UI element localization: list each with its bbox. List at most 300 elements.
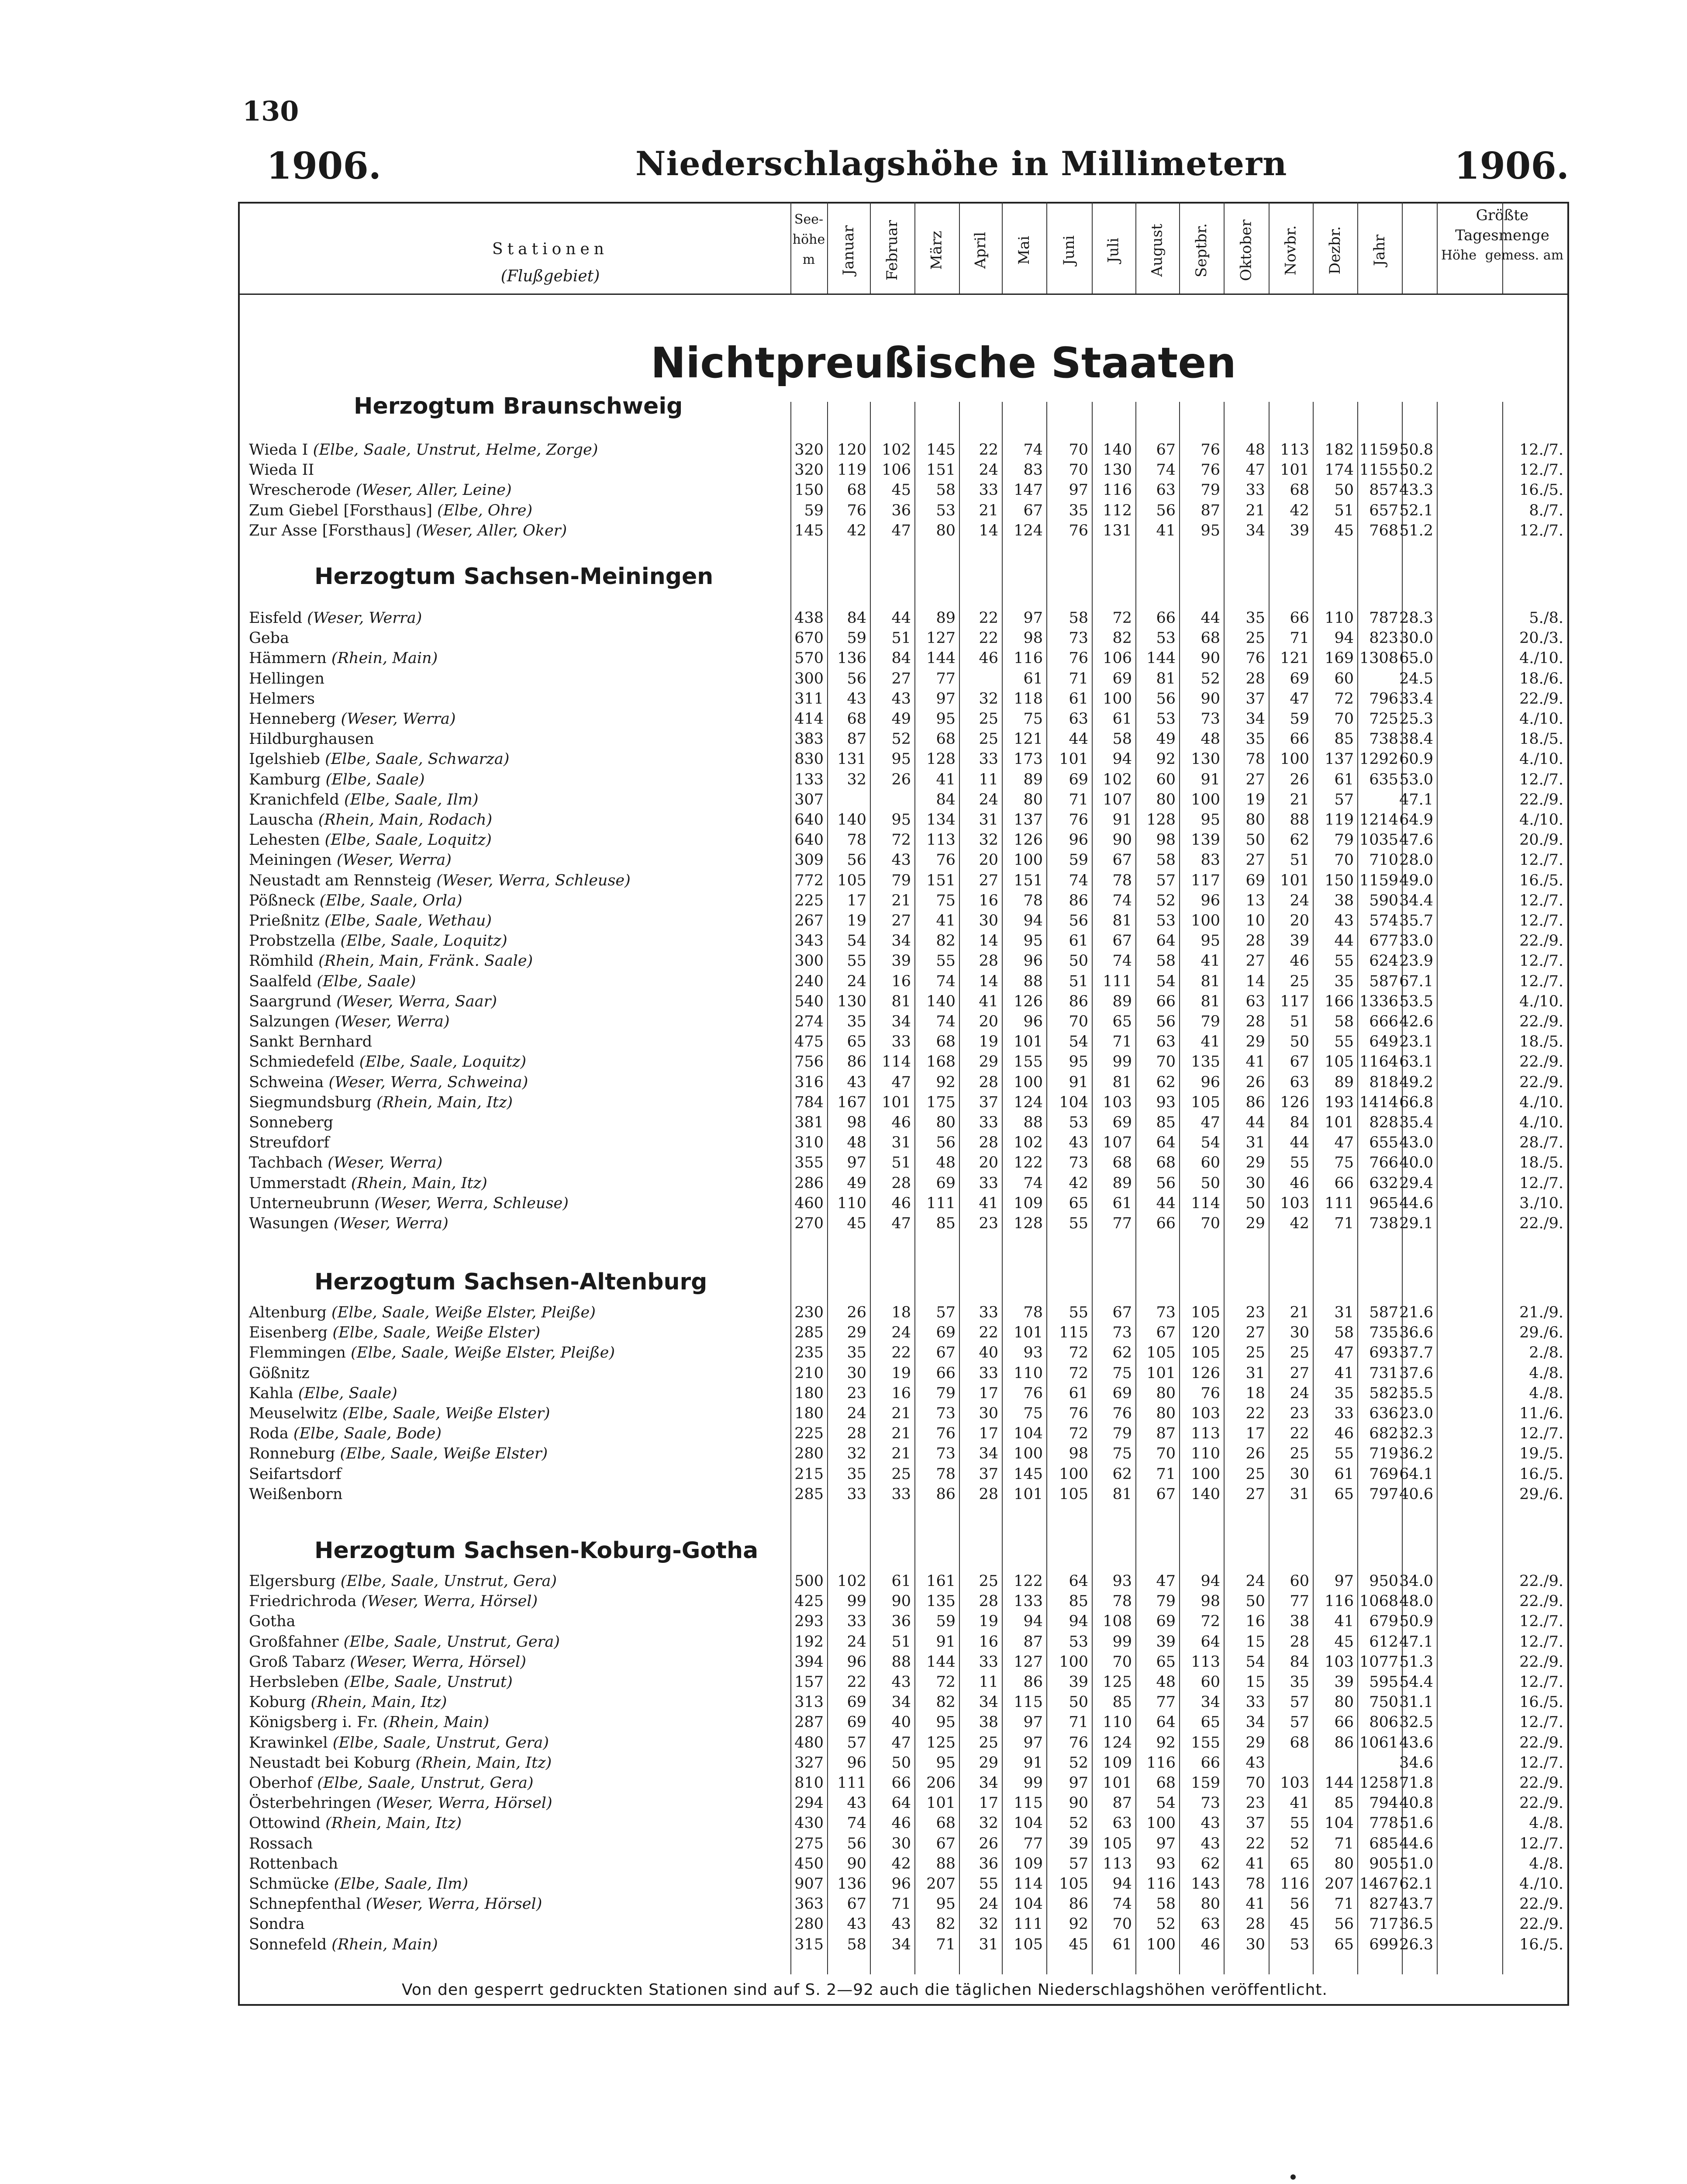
month-header [1269, 210, 1313, 290]
table-row [249, 522, 1568, 542]
value-cell: 94 [1112, 1875, 1132, 1893]
value-cell: 827 [1369, 1895, 1398, 1913]
table-row [249, 1486, 1568, 1506]
value-cell: 66.8 [1399, 1093, 1433, 1111]
value-cell: 47 [1245, 461, 1265, 479]
value-cell: 41 [1290, 1794, 1309, 1812]
date-cell: 16./5. [1519, 871, 1563, 889]
value-cell: 76 [1069, 1734, 1088, 1752]
value-cell: 94 [1069, 1613, 1088, 1631]
river-basin: (Weser, Werra, Hörsel) [366, 1895, 542, 1913]
value-cell: 67 [847, 1895, 866, 1913]
value-cell: 27 [1245, 952, 1265, 970]
value-cell: 66 [891, 1774, 911, 1792]
header-divider [238, 294, 1569, 295]
station-name: Hämmern [249, 650, 327, 667]
value-cell: 74 [1023, 1174, 1043, 1192]
value-cell: 28 [979, 1073, 998, 1091]
value-cell: 94 [1201, 1572, 1220, 1590]
elevation-cell: 316 [794, 1073, 824, 1091]
value-cell: 175 [926, 1093, 956, 1111]
value-cell: 69 [1245, 871, 1265, 889]
value-cell: 21 [891, 892, 911, 909]
date-cell: 16./5. [1519, 1465, 1563, 1483]
value-cell: 65 [1156, 1653, 1176, 1671]
value-cell: 595 [1369, 1673, 1398, 1691]
elevation-cell: 267 [794, 912, 824, 930]
river-basin: (Rhein, Main) [383, 1714, 489, 1731]
elevation-cell: 343 [794, 932, 824, 950]
station-name-cell [249, 811, 492, 829]
max-header-line1: Größte [1476, 207, 1529, 224]
elevation-header-unit: m [802, 252, 815, 267]
value-cell: 94 [1112, 750, 1132, 768]
station-header-sub: (Flußgebiet) [500, 267, 600, 285]
value-cell: 40 [979, 1344, 998, 1362]
station-name-cell [249, 461, 314, 479]
value-cell: 68 [1290, 1734, 1309, 1752]
value-cell: 57 [936, 1304, 956, 1321]
value-cell: 67 [1290, 1053, 1309, 1071]
value-cell: 52 [1069, 1814, 1088, 1832]
value-cell: 64 [1069, 1572, 1088, 1590]
value-cell: 78 [1245, 1875, 1265, 1893]
value-cell: 25 [979, 730, 998, 748]
month-header [959, 210, 1002, 290]
value-cell: 823 [1369, 629, 1398, 647]
value-cell: 47.1 [1399, 1633, 1433, 1651]
value-cell: 32 [847, 771, 866, 788]
value-cell: 96 [1023, 952, 1043, 970]
value-cell: 100 [1191, 1465, 1220, 1483]
value-cell: 23.9 [1399, 952, 1433, 970]
value-cell: 92 [1156, 750, 1176, 768]
elevation-cell: 145 [794, 522, 824, 539]
value-cell: 46 [891, 1814, 911, 1832]
value-cell: 49.0 [1399, 871, 1433, 889]
value-cell: 42 [891, 1855, 911, 1873]
elevation-cell: 150 [794, 481, 824, 499]
value-cell: 61 [1023, 670, 1043, 688]
value-cell: 105 [1191, 1304, 1220, 1321]
elevation-cell: 570 [794, 650, 824, 667]
value-cell: 76 [1069, 650, 1088, 667]
value-cell: 73 [1201, 1794, 1220, 1812]
value-cell: 97 [1023, 1714, 1043, 1731]
value-cell: 1159 [1359, 871, 1398, 889]
station-name-cell [249, 1385, 397, 1402]
value-cell: 105 [1191, 1093, 1220, 1111]
value-cell: 45 [1334, 522, 1354, 539]
river-basin: (Elbe, Saale, Weiße Elster) [342, 1405, 550, 1422]
river-basin: (Weser, Werra, Hörsel) [376, 1794, 552, 1812]
date-cell: 20./3. [1519, 629, 1563, 647]
value-cell: 101 [1014, 1324, 1043, 1342]
station-name: Sondra [249, 1915, 305, 1933]
value-cell: 18 [891, 1304, 911, 1321]
date-cell: 4./8. [1529, 1855, 1563, 1873]
value-cell: 53 [936, 501, 956, 519]
value-cell: 44.6 [1399, 1194, 1433, 1212]
table-row [249, 1215, 1568, 1235]
value-cell: 72 [1069, 1364, 1088, 1382]
value-cell: 30 [1245, 1935, 1265, 1953]
value-cell: 100 [1059, 1653, 1088, 1671]
value-cell: 81 [1112, 1073, 1132, 1091]
value-cell: 68 [1201, 629, 1220, 647]
value-cell: 41 [1334, 1613, 1354, 1631]
river-basin: (Elbe, Saale, Orla) [319, 892, 462, 909]
value-cell: 33 [979, 1114, 998, 1131]
value-cell: 91 [1069, 1073, 1088, 1091]
value-cell: 52.1 [1399, 501, 1433, 519]
value-cell: 99 [1112, 1633, 1132, 1651]
value-cell: 41 [979, 992, 998, 1010]
value-cell: 28 [847, 1425, 866, 1443]
value-cell: 21 [891, 1405, 911, 1422]
value-cell: 174 [1325, 461, 1354, 479]
value-cell: 30 [891, 1835, 911, 1852]
value-cell: 16 [891, 972, 911, 990]
value-cell: 55 [1069, 1304, 1088, 1321]
elevation-cell: 309 [794, 851, 824, 869]
value-cell: 134 [926, 811, 956, 829]
date-cell: 12./7. [1519, 851, 1563, 869]
station-name: Elgersburg [249, 1572, 336, 1590]
date-cell: 12./7. [1519, 1835, 1563, 1852]
value-cell: 59 [847, 629, 866, 647]
value-cell: 62 [1201, 1855, 1220, 1873]
value-cell: 1308 [1359, 650, 1398, 667]
column-rule [827, 202, 828, 294]
value-cell: 44 [891, 609, 911, 627]
value-cell: 47 [891, 522, 911, 539]
value-cell: 126 [1191, 1364, 1220, 1382]
value-cell: 88 [1023, 972, 1043, 990]
date-cell: 4./8. [1529, 1814, 1563, 1832]
value-cell: 78 [1023, 892, 1043, 909]
elevation-cell: 363 [794, 1895, 824, 1913]
value-cell: 36.5 [1399, 1915, 1433, 1933]
value-cell: 30 [1290, 1324, 1309, 1342]
value-cell: 45 [847, 1215, 866, 1232]
value-cell: 53.5 [1399, 992, 1433, 1010]
station-name: Helmers [249, 690, 315, 708]
value-cell: 25 [1245, 1344, 1265, 1362]
value-cell: 20 [979, 1013, 998, 1030]
value-cell: 67 [1112, 932, 1132, 950]
table-row [249, 1593, 1568, 1613]
value-cell: 95 [936, 1754, 956, 1772]
value-cell: 137 [1325, 750, 1354, 768]
value-cell: 105 [1103, 1835, 1132, 1852]
value-cell: 22 [979, 441, 998, 459]
value-cell: 79 [1201, 481, 1220, 499]
value-cell: 26 [847, 1304, 866, 1321]
value-cell: 101 [1014, 1033, 1043, 1051]
table-row [249, 1304, 1568, 1324]
station-header-label: Stationen [492, 240, 608, 258]
table-row [249, 1714, 1568, 1734]
value-cell: 82 [936, 1915, 956, 1933]
value-cell: 57 [1290, 1693, 1309, 1711]
station-name: Herbsleben [249, 1673, 339, 1691]
table-row [249, 1572, 1568, 1593]
elevation-cell: 286 [794, 1174, 824, 1192]
elevation-cell: 772 [794, 871, 824, 889]
value-cell: 49 [891, 710, 911, 728]
elevation-cell: 756 [794, 1053, 824, 1071]
station-name-cell [249, 851, 452, 869]
elevation-cell: 480 [794, 1734, 824, 1752]
value-cell: 86 [936, 1485, 956, 1503]
value-cell: 806 [1369, 1714, 1398, 1731]
value-cell: 15 [1245, 1633, 1265, 1651]
table-row [249, 1895, 1568, 1915]
value-cell: 768 [1369, 522, 1398, 539]
value-cell: 63 [1156, 1033, 1176, 1051]
year-left: 1906. [266, 144, 382, 187]
river-basin: (Weser, Werra) [341, 710, 456, 728]
date-cell: 12./7. [1519, 1633, 1563, 1651]
table-row [249, 710, 1568, 730]
table-row [249, 892, 1568, 912]
value-cell: 54 [1156, 972, 1176, 990]
value-cell: 24 [979, 1895, 998, 1913]
elevation-cell: 450 [794, 1855, 824, 1873]
value-cell: 100 [1014, 1073, 1043, 1091]
river-basin: (Weser, Werra, Schleuse) [374, 1194, 569, 1212]
value-cell: 74 [1156, 461, 1176, 479]
value-cell: 95 [936, 1714, 956, 1731]
station-name-cell [249, 670, 324, 688]
value-cell: 50 [1245, 1194, 1265, 1212]
station-name-cell [249, 1425, 442, 1442]
station-name-cell [249, 1653, 526, 1671]
value-cell: 89 [1112, 1174, 1132, 1192]
elevation-cell: 225 [794, 1425, 824, 1443]
value-cell: 100 [1191, 791, 1220, 809]
value-cell: 122 [1014, 1572, 1043, 1590]
elevation-cell: 315 [794, 1935, 824, 1953]
value-cell: 69 [1112, 1384, 1132, 1402]
station-name-cell [249, 1304, 596, 1321]
date-cell: 22./9. [1519, 1572, 1563, 1590]
value-cell: 71.8 [1399, 1774, 1433, 1792]
value-cell: 78 [1112, 1593, 1132, 1610]
value-cell: 71 [1334, 1215, 1354, 1232]
value-cell: 85 [1334, 730, 1354, 748]
table-row [249, 912, 1568, 932]
value-cell: 48 [847, 1134, 866, 1152]
value-cell: 778 [1369, 1814, 1398, 1832]
value-cell: 21 [979, 501, 998, 519]
value-cell: 53.0 [1399, 771, 1433, 788]
value-cell: 47 [891, 1215, 911, 1232]
value-cell: 25 [1290, 1445, 1309, 1463]
value-cell: 69 [847, 1714, 866, 1731]
value-cell: 738 [1369, 1215, 1398, 1232]
value-cell: 130 [1191, 750, 1220, 768]
value-cell: 53 [1290, 1935, 1309, 1953]
station-name: Streufdorf [249, 1134, 330, 1152]
value-cell: 93 [1156, 1855, 1176, 1873]
value-cell: 48 [1245, 441, 1265, 459]
table-row [249, 750, 1568, 771]
value-cell: 97 [936, 690, 956, 708]
value-cell: 50 [1334, 481, 1354, 499]
value-cell: 114 [882, 1053, 911, 1071]
value-cell: 30.0 [1399, 629, 1433, 647]
elevation-cell: 540 [794, 992, 824, 1010]
table-row [249, 1734, 1568, 1754]
station-name: Schweina [249, 1073, 324, 1091]
column-rule [1002, 202, 1003, 294]
value-cell: 95 [1023, 932, 1043, 950]
max-header-line2: Tagesmenge [1455, 227, 1549, 244]
value-cell: 126 [1280, 1093, 1309, 1111]
value-cell: 25 [1245, 629, 1265, 647]
value-cell: 58 [1156, 851, 1176, 869]
value-cell: 22 [847, 1673, 866, 1691]
value-cell: 51 [1290, 1013, 1309, 1030]
value-cell: 90 [1201, 690, 1220, 708]
elevation-cell: 215 [794, 1465, 824, 1483]
value-cell: 86 [1023, 1673, 1043, 1691]
value-cell: 89 [936, 609, 956, 627]
value-cell: 25 [979, 710, 998, 728]
value-cell: 88 [891, 1653, 911, 1671]
value-cell: 101 [1280, 871, 1309, 889]
elevation-header-line1: See- [794, 212, 824, 227]
value-cell: 50 [1245, 1593, 1265, 1610]
value-cell: 43 [1334, 912, 1354, 930]
station-name-cell [249, 1195, 569, 1212]
elevation-cell: 810 [794, 1774, 824, 1792]
month-header [914, 210, 959, 290]
value-cell: 27 [1245, 1485, 1265, 1503]
table-row [249, 629, 1568, 650]
river-basin: (Rhein, Main, Itz) [415, 1754, 552, 1772]
station-name-cell [249, 1794, 552, 1812]
value-cell: 206 [926, 1774, 956, 1792]
value-cell: 76 [1112, 1405, 1132, 1422]
value-cell: 29 [1245, 1215, 1265, 1232]
table-row [249, 1936, 1568, 1956]
value-cell: 40.8 [1399, 1794, 1433, 1812]
value-cell: 66 [1156, 992, 1176, 1010]
value-cell: 58 [847, 1935, 866, 1953]
value-cell: 33 [979, 1364, 998, 1382]
value-cell: 66 [1201, 1754, 1220, 1772]
value-cell: 145 [1014, 1465, 1043, 1483]
value-cell: 114 [1191, 1194, 1220, 1212]
month-header [1224, 210, 1269, 290]
value-cell: 58 [936, 481, 956, 499]
value-cell: 140 [1103, 441, 1132, 459]
value-cell: 104 [1014, 1895, 1043, 1913]
value-cell: 1292 [1359, 750, 1398, 768]
month-header-label: August [1149, 223, 1166, 277]
river-basin: (Weser, Werra) [328, 1154, 443, 1172]
value-cell: 65 [1201, 1714, 1220, 1731]
value-cell: 23 [1290, 1405, 1309, 1422]
table-row [249, 690, 1568, 710]
value-cell: 61 [1112, 710, 1132, 728]
river-basin: (Elbe, Saale, Weiße Elster) [332, 1324, 541, 1342]
value-cell: 56 [847, 851, 866, 869]
value-cell: 94 [1334, 629, 1354, 647]
value-cell: 127 [926, 629, 956, 647]
table-row [249, 650, 1568, 670]
value-cell: 63.1 [1399, 1053, 1433, 1071]
station-name-cell [249, 1365, 310, 1382]
value-cell: 76 [1201, 461, 1220, 479]
value-cell: 31 [1334, 1304, 1354, 1321]
value-cell: 1258 [1359, 1774, 1398, 1792]
column-rule [1357, 202, 1358, 294]
station-name-cell [249, 872, 631, 889]
station-name-cell [249, 1915, 305, 1933]
station-name: Wieda I [249, 441, 308, 459]
elevation-cell: 294 [794, 1794, 824, 1812]
value-cell: 104 [1014, 1425, 1043, 1443]
value-cell: 47 [891, 1734, 911, 1752]
value-cell: 22 [979, 609, 998, 627]
river-basin: (Elbe, Saale, Schwarza) [325, 750, 510, 768]
value-cell: 68 [936, 730, 956, 748]
station-name-cell [249, 1154, 442, 1171]
value-cell: 24 [1245, 1572, 1265, 1590]
value-cell: 62 [1112, 1465, 1132, 1483]
value-cell: 37 [1245, 1814, 1265, 1832]
value-cell: 23.1 [1399, 1033, 1433, 1051]
value-cell: 27 [1245, 771, 1265, 788]
value-cell: 31 [1245, 1134, 1265, 1152]
value-cell: 28 [1245, 1915, 1265, 1933]
station-name-cell [249, 1814, 462, 1832]
value-cell: 80 [1156, 791, 1176, 809]
value-cell: 33 [1245, 1693, 1265, 1711]
value-cell: 14 [979, 522, 998, 539]
value-cell: 54 [1245, 1653, 1265, 1671]
date-cell: 4./8. [1529, 1364, 1563, 1382]
value-cell: 66 [1156, 609, 1176, 627]
value-cell: 794 [1369, 1794, 1398, 1812]
value-cell: 74 [1112, 952, 1132, 970]
station-name: Rottenbach [249, 1855, 338, 1873]
value-cell: 64.9 [1399, 811, 1433, 829]
station-name-cell [249, 1486, 342, 1503]
value-cell: 130 [837, 992, 866, 1010]
value-cell: 72 [1112, 609, 1132, 627]
value-cell: 57 [847, 1734, 866, 1752]
value-cell: 96 [1069, 831, 1088, 849]
river-basin: (Rhein, Main, Itz) [351, 1174, 487, 1192]
value-cell: 46 [891, 1114, 911, 1131]
river-basin: (Rhein, Main, Rodach) [318, 811, 493, 829]
value-cell: 39 [1156, 1633, 1176, 1651]
value-cell: 51.3 [1399, 1653, 1433, 1671]
value-cell: 140 [1191, 1485, 1220, 1503]
station-name-cell [249, 522, 567, 539]
value-cell: 145 [926, 441, 956, 459]
value-cell: 96 [847, 1754, 866, 1772]
value-cell: 44 [1156, 1194, 1176, 1212]
value-cell: 104 [1014, 1814, 1043, 1832]
value-cell: 27 [891, 912, 911, 930]
elevation-column-header [790, 210, 827, 270]
